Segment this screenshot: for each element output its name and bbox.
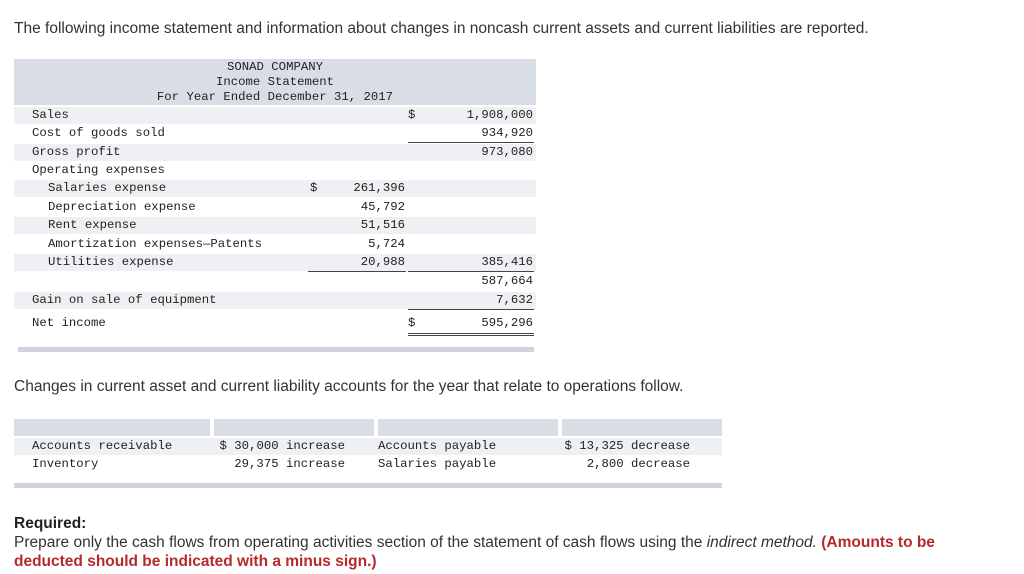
gain-amount: 7,632 (496, 293, 533, 307)
amortization-row (14, 236, 536, 253)
statement-header (14, 59, 536, 105)
required-section (14, 514, 1004, 571)
salaries-row (14, 180, 536, 197)
utilities-amount: 20,988 (360, 255, 405, 269)
accounts-receivable-label: Accounts receivable (32, 439, 173, 453)
net-income-amount: 595,296 (481, 316, 533, 330)
sales-row (14, 107, 536, 124)
required-text: Prepare only the cash flows from operating activities section of the statement of cash flows using the (14, 534, 707, 551)
cogs-row (14, 125, 536, 142)
sales-dollar: $ (408, 108, 416, 122)
depreciation-row (14, 199, 536, 216)
cogs-label: Cost of goods sold (32, 126, 165, 140)
sales-amount: 1,908,000 (466, 108, 533, 122)
total-expenses-underline (408, 271, 534, 272)
net-income-label: Net income (32, 316, 106, 330)
expenses-underline (308, 271, 406, 272)
rent-amount: 51,516 (360, 218, 405, 232)
net-income-row (14, 315, 536, 332)
required-title: Required: (14, 515, 87, 532)
rent-row (14, 217, 536, 234)
required-instructions (14, 533, 1004, 571)
changes-intro: Changes in current asset and current liability accounts for the year that relate to operations follow. (14, 378, 684, 395)
statement-period: For Year Ended December 31, 2017 (156, 90, 394, 104)
subtotal-amount: 587,664 (481, 274, 533, 288)
gain-underline (408, 309, 534, 310)
company-name: SONAD COMPANY (227, 60, 323, 74)
changes-header-cell (378, 419, 558, 436)
cogs-underline (408, 142, 534, 143)
accounts-payable-amount: $ 13,325 decrease (564, 439, 690, 453)
amortization-label: Amortization expenses—Patents (48, 237, 263, 251)
changes-header-cell (214, 419, 374, 436)
gross-profit-amount: 973,080 (481, 145, 533, 159)
sales-label: Sales (32, 108, 69, 122)
cogs-amount: 934,920 (481, 126, 533, 140)
gross-profit-label: Gross profit (32, 145, 121, 159)
changes-header-cell (14, 419, 210, 436)
statement-title: Income Statement (215, 75, 335, 89)
salaries-dollar: $ (310, 181, 318, 195)
amortization-amount: 5,724 (368, 237, 405, 251)
changes-bottom-bar (14, 483, 722, 488)
statement-bottom-bar (18, 347, 534, 352)
net-income-double-underline-1 (408, 333, 534, 334)
salaries-payable-label: Salaries payable (378, 457, 497, 471)
changes-table (14, 419, 722, 489)
accounts-receivable-amount: $ 30,000 increase (219, 439, 345, 453)
depreciation-label: Depreciation expense (48, 200, 196, 214)
salaries-payable-amount: 2,800 decrease (586, 457, 690, 471)
changes-header-cell (562, 419, 722, 436)
subtotal-row (14, 273, 536, 290)
operating-expenses-row (14, 162, 536, 179)
utilities-row (14, 254, 536, 271)
rent-label: Rent expense (48, 218, 137, 232)
accounts-payable-label: Accounts payable (378, 439, 497, 453)
income-statement (14, 59, 536, 353)
net-income-dollar: $ (408, 316, 416, 330)
inventory-label: Inventory (32, 457, 99, 471)
net-income-double-underline-2 (408, 335, 534, 336)
changes-row (14, 456, 722, 473)
gain-row (14, 292, 536, 309)
intro-text: The following income statement and information about changes in noncash current assets and current liabilities are reported. (14, 20, 869, 37)
salaries-amount: 261,396 (353, 181, 405, 195)
required-method: indirect method. (706, 534, 817, 551)
salaries-label: Salaries expense (48, 181, 167, 195)
gain-label: Gain on sale of equipment (32, 293, 217, 307)
gross-profit-row (14, 144, 536, 161)
inventory-amount: 29,375 increase (234, 457, 345, 471)
utilities-label: Utilities expense (48, 255, 174, 269)
required-note: (Amounts to be deducted should be indicated with a minus sign.) (14, 534, 935, 570)
operating-expenses-label: Operating expenses (32, 163, 165, 177)
total-expenses-amount: 385,416 (481, 255, 533, 269)
depreciation-amount: 45,792 (360, 200, 405, 214)
changes-row (14, 438, 722, 455)
